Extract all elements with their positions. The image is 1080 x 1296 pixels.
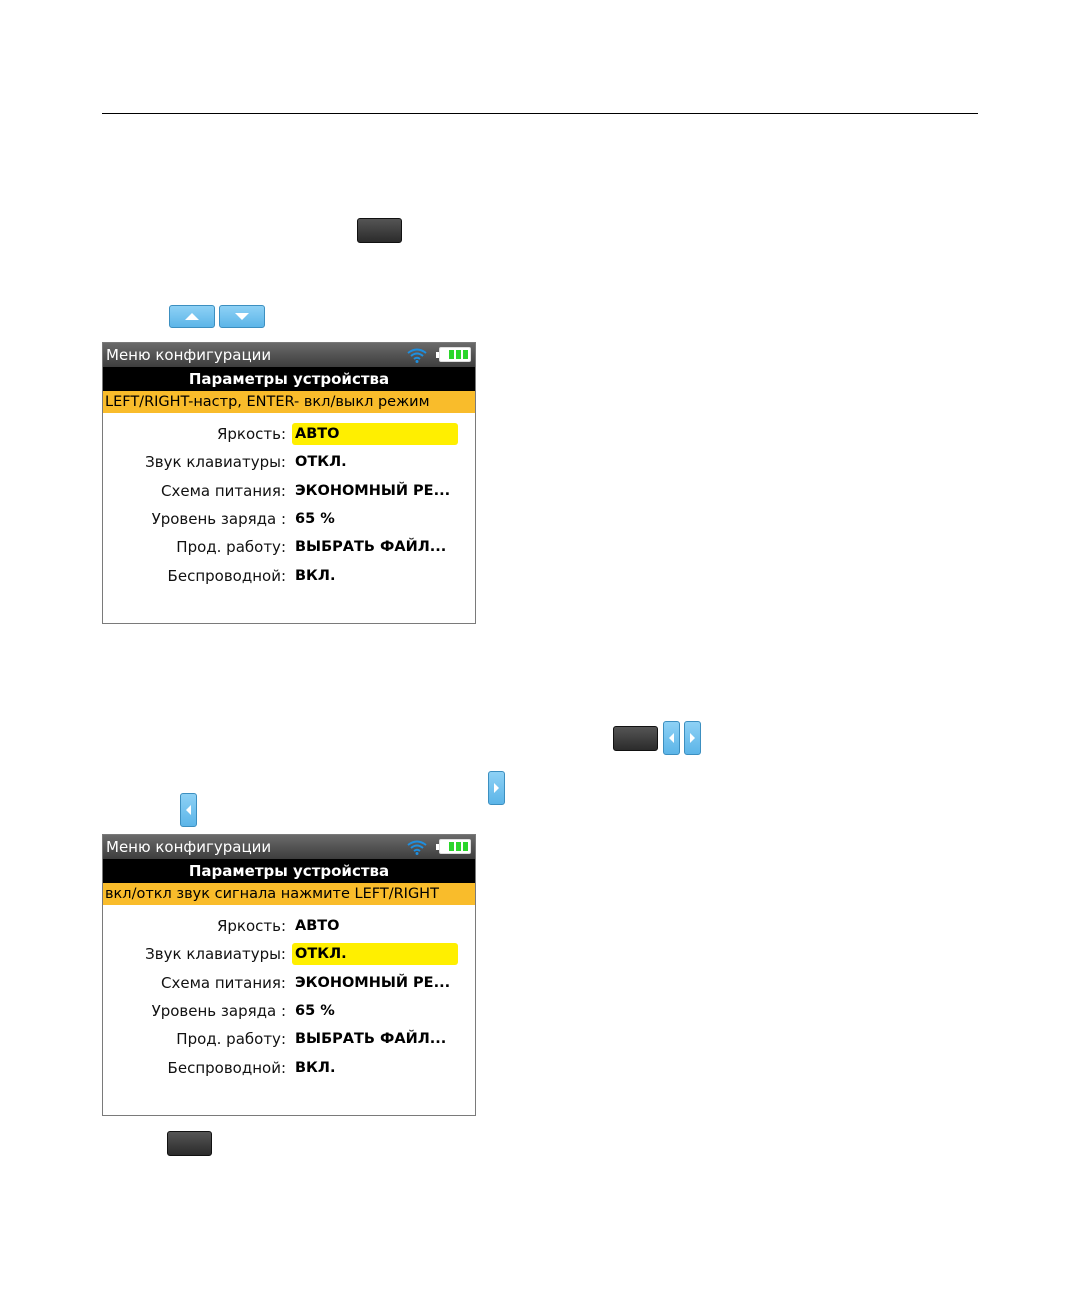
menu-row-value: ВЫБРАТЬ ФАЙЛ... [295, 539, 447, 556]
menu-row[interactable] [103, 1056, 475, 1080]
menu-row[interactable] [103, 479, 475, 503]
menu-row-label: Яркость: [216, 917, 286, 935]
screen-header: Параметры устройства [103, 367, 475, 391]
arrow-down-key-icon [219, 305, 265, 328]
battery-icon [439, 839, 471, 854]
screen-hint: вкл/откл звук сигнала нажмите LEFT/RIGHT [103, 883, 475, 905]
menu-row-label: Прод. работу: [176, 538, 286, 557]
menu-row-value: 65 % [295, 1002, 335, 1019]
page-top-rule [102, 113, 978, 114]
arrow-right-key-icon [488, 771, 505, 805]
menu-row[interactable] [103, 914, 475, 938]
menu-row-label: Схема питания: [161, 481, 286, 500]
menu-row-value: ЭКОНОМНЫЙ РЕ... [295, 974, 451, 991]
menu-row[interactable] [103, 1027, 475, 1051]
arrow-left-key-icon [663, 721, 680, 755]
wifi-icon [407, 347, 427, 363]
menu-row-label: Звук клавиатуры: [145, 945, 286, 964]
menu-row-value: АВТО [292, 423, 458, 445]
menu-row-value: 65 % [295, 510, 335, 527]
arrow-right-key-icon [684, 721, 701, 755]
menu-row-value: ВКЛ. [295, 1059, 336, 1076]
menu-row-label: Схема питания: [161, 973, 286, 992]
menu-row-value: ОТКЛ. [295, 454, 347, 471]
menu-row-value: ВКЛ. [295, 567, 336, 584]
menu-row[interactable] [103, 999, 475, 1023]
arrow-left-key-icon [180, 793, 197, 827]
enter-key-icon [357, 218, 402, 243]
screen-title: Меню конфигурации [103, 835, 475, 859]
menu-row-label: Беспроводной: [167, 566, 286, 585]
menu-row-value: ОТКЛ. [292, 943, 458, 965]
menu-row[interactable] [103, 942, 475, 966]
wifi-icon [407, 839, 427, 855]
arrow-up-key-icon [169, 305, 215, 328]
menu-row-label: Беспроводной: [167, 1058, 286, 1077]
screen-hint: LEFT/RIGHT-настр, ENTER- вкл/выкл режим [103, 391, 475, 413]
menu-row-label: Уровень заряда : [151, 1001, 286, 1020]
device-screen-2 [102, 834, 476, 1116]
menu-row[interactable] [103, 450, 475, 474]
device-screen-1 [102, 342, 476, 624]
menu-row[interactable] [103, 422, 475, 446]
menu-row-label: Звук клавиатуры: [145, 453, 286, 472]
battery-icon [439, 347, 471, 362]
screen-title: Меню конфигурации [103, 343, 475, 367]
screen-header: Параметры устройства [103, 859, 475, 883]
menu-row-label: Яркость: [216, 425, 286, 443]
enter-key-icon [167, 1131, 212, 1156]
enter-key-icon [613, 726, 658, 751]
menu-row[interactable] [103, 564, 475, 588]
menu-row-value: ВЫБРАТЬ ФАЙЛ... [295, 1031, 447, 1048]
menu-row-value: ЭКОНОМНЫЙ РЕ... [295, 482, 451, 499]
menu-row[interactable] [103, 535, 475, 559]
menu-row[interactable] [103, 971, 475, 995]
menu-row[interactable] [103, 507, 475, 531]
menu-row-label: Прод. работу: [176, 1030, 286, 1049]
menu-row-label: Уровень заряда : [151, 509, 286, 528]
menu-row-value: АВТО [295, 918, 340, 934]
